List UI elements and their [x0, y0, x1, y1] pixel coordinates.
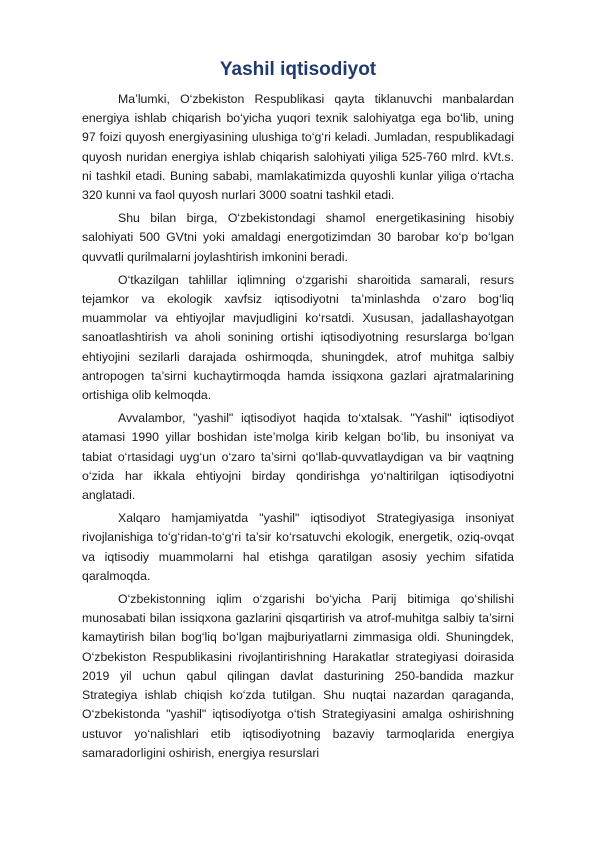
paragraph-2: Shu bilan birga, O‘zbekistondagi shamol energetikasining hisobiy salohiyati 500 GVtni yoki amaldagi energotizimdan 30 barobar ko‘p bo‘lgan quvvatli qurilmalarni joylashtirish imkonini beradi.	[82, 211, 514, 264]
paragraph-4: Avvalambor, "yashil" iqtisodiyot haqida to‘xtalsak. "Yashil" iqtisodiyot atamasi 1990 yillar boshidan iste’molga kirib kelgan bo‘lib, bu insoniyat va tabiat o‘rtasidagi uyg‘un o‘zaro ta’sirni qo‘llab-quvvatlaydigan va bir vaqtning o‘zida har ikkala ehtiyojni birday qondirishga yo‘naltirilgan iqtisodiyotni anglatadi.	[82, 411, 514, 503]
paragraph-1: Ma’lumki, O‘zbekiston Respublikasi qayta tiklanuvchi manbalardan energiya ishlab chiqarish bo‘yicha yuqori texnik salohiyatga ega bo‘lib, uning 97 foizi quyosh energiyasining ulushiga to‘g‘ri keladi. Jumladan, respublikadagi quyosh nuridan energiya ishlab chiqarish salohiyati yiliga 525-760 mlrd. kVt.s. ni tashkil etadi. Buning sababi, mamlakatimizda quyoshli kunlar yiliga o‘rtacha 320 kunni va faol quyosh nurlari 3000 soatni tashkil etadi.	[82, 92, 514, 203]
paragraph-6: O‘zbekistonning iqlim o‘zgarishi bo‘yicha Parij bitimiga qo‘shilishi munosabati bilan issiqxona gazlarini qisqartirish va atrof-muhitga salbiy ta’sirni kamaytirish bilan bog‘liq bo‘lgan majburiyatlarni zimmasiga oldi. Shuningdek, O‘zbekiston Respublikasini rivojlantirishning Harakatlar strategiyasi doirasida 2019 yil uchun qabul qilingan davlat dasturining 250-bandida mazkur Strategiya ishlab chiqish ko‘zda tutilgan. Shu nuqtai nazardan qaraganda, O‘zbekistonda "yashil" iqtisodiyotga o‘tish Strategiyasini amalga oshirishning ustuvor yo‘nalishlari etib iqtisodiyotning bazaviy tarmoqlarida energiya samaradorligini oshirish, energiya resurslari	[82, 592, 514, 760]
paragraph-5: Xalqaro hamjamiyatda "yashil" iqtisodiyot Strategiyasiga insoniyat rivojlanishiga to‘g‘ridan-to‘g‘ri ta’sir ko‘rsatuvchi ekologik, energetik, oziq-ovqat va iqtisodiy muammolarni hal etishga qaratilgan asosiy yechim sifatida qaralmoqda.	[82, 511, 514, 583]
paragraph-3: O‘tkazilgan tahlillar iqlimning o‘zgarishi sharoitida samarali, resurs tejamkor va ekologik xavfsiz iqtisodiyotni ta’minlashda o‘zaro bog‘liq muammolar va ehtiyojlar mavjudligini ko‘rsatdi. Xususan, jadallashayotgan sanoatlashtirish va aholi sonining ortishi iqtisodiyotning resurslarga bo‘lgan ehtiyojini sezilarli darajada oshirmoqda, shuningdek, atrof muhitga salbiy antropogen ta’sirni kuchaytirmoqda hamda issiqxona gazlari ajratmalarining ortishiga olib kelmoqda.	[82, 272, 514, 403]
document-body	[82, 90, 514, 767]
document-title: Yashil iqtisodiyot	[219, 59, 377, 80]
